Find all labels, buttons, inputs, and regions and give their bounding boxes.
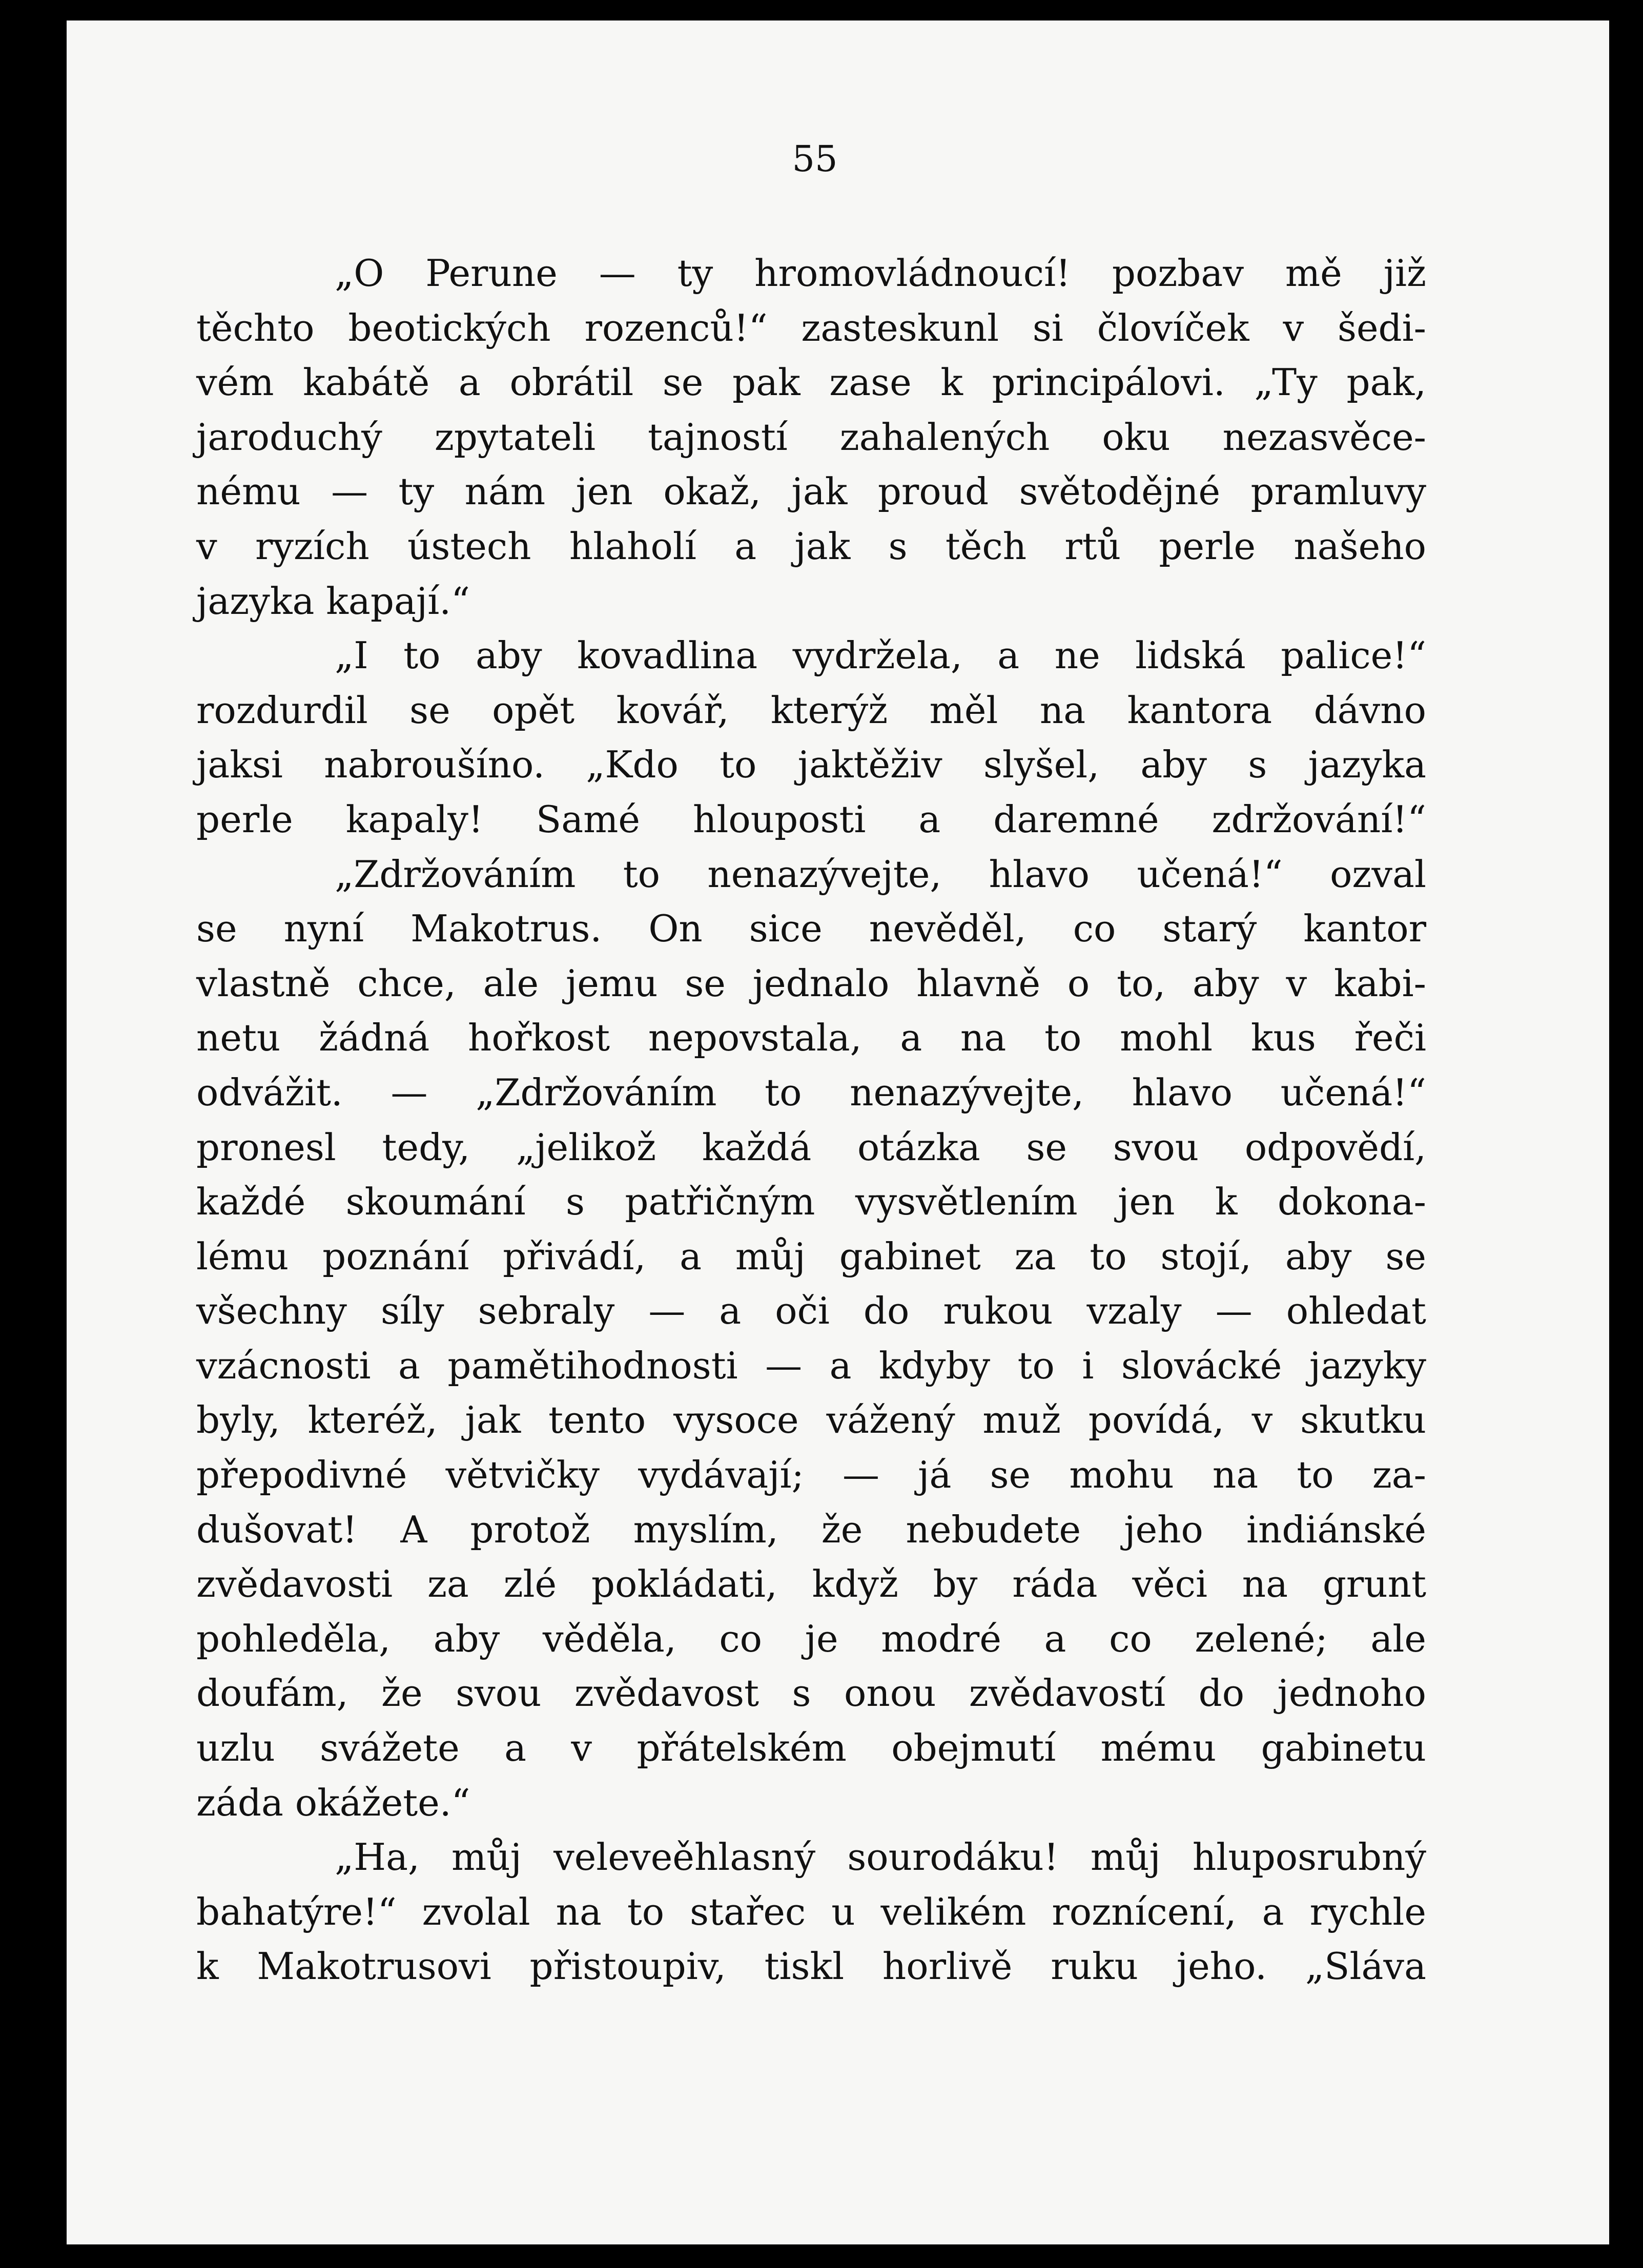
scan-border-bottom: [0, 2244, 1643, 2268]
page-number: 55: [792, 138, 838, 180]
text-line: pronesl tedy, „jelikož každá otázka se svou odpovědí,: [196, 1125, 1426, 1169]
text-line: přepodivné větvičky vydávají; — já se mohu na to za-: [196, 1453, 1426, 1497]
text-line: záda okážete.“: [196, 1781, 470, 1824]
text-line: rozdurdil se opět kovář, kterýž měl na kantora dávno: [196, 688, 1426, 732]
text-line: vzácnosti a pamětihodnosti — a kdyby to i slovácké jazyky: [196, 1344, 1426, 1387]
text-line: byly, kteréž, jak tento vysoce vážený muž povídá, v skutku: [196, 1398, 1426, 1442]
text-line: jaksi nabroušíno. „Kdo to jaktěživ slyšel, aby s jazyka: [196, 743, 1426, 787]
text-line: vlastně chce, ale jemu se jednalo hlavně o to, aby v kabi-: [196, 961, 1426, 1005]
text-line: v ryzích ústech hlaholí a jak s těch rtů perle našeho: [196, 524, 1426, 568]
text-line: doufám, že svou zvědavost s onou zvědavostí do jednoho: [196, 1672, 1426, 1715]
text-line: uzlu svážete a v přátelském obejmutí mému gabinetu: [196, 1726, 1426, 1770]
text-line: odvážit. — „Zdržováním to nenazývejte, hlavo učená!“: [196, 1070, 1426, 1114]
text-line: každé skoumání s patřičným vysvětlením jen k dokona-: [196, 1180, 1426, 1224]
text-line: „O Perune — ty hromovládnoucí! pozbav mě již: [335, 252, 1426, 295]
scan-border-right: [1609, 0, 1643, 2268]
text-line: pohleděla, aby věděla, co je modré a co zelené; ale: [196, 1617, 1426, 1660]
text-line: netu žádná hořkost nepovstala, a na to mohl kus řeči: [196, 1016, 1426, 1060]
text-line: nému — ty nám jen okaž, jak proud světodějné pramluvy: [196, 470, 1426, 513]
text-line: jaroduchý zpytateli tajností zahalených oku nezasvěce-: [196, 415, 1426, 459]
text-line: vém kabátě a obrátil se pak zase k principálovi. „Ty pak,: [196, 361, 1426, 404]
text-line: těchto beotických rozenců!“ zasteskunl si človíček v šedi-: [196, 306, 1426, 349]
text-line: bahatýre!“ zvolal na to stařec u velikém roznícení, a rychle: [196, 1890, 1426, 1933]
text-line: všechny síly sebraly — a oči do rukou vzaly — ohledat: [196, 1289, 1426, 1333]
text-line: dušovat! A protož myslím, že nebudete jeho indiánské: [196, 1508, 1426, 1551]
scan-border-top: [0, 0, 1643, 20]
text-line: perle kapaly! Samé hlouposti a daremné zdržování!“: [196, 797, 1426, 841]
text-line: „Ha, můj veleveěhlasný sourodáku! můj hluposrubný: [335, 1836, 1426, 1879]
scan-border-left: [0, 0, 67, 2268]
text-line: „I to aby kovadlina vydržela, a ne lidská palice!“: [335, 634, 1426, 677]
text-line: se nyní Makotrus. On sice nevěděl, co starý kantor: [196, 907, 1426, 951]
text-line: „Zdržováním to nenazývejte, hlavo učená!“ ozval: [335, 852, 1426, 896]
text-line: jazyka kapají.“: [196, 579, 470, 623]
body-text: [196, 246, 1426, 1994]
text-line: zvědavosti za zlé pokládati, když by ráda věci na grunt: [196, 1562, 1426, 1606]
text-line: lému poznání přivádí, a můj gabinet za to stojí, aby se: [196, 1234, 1426, 1278]
text-line: k Makotrusovi přistoupiv, tiskl horlivě ruku jeho. „Sláva: [196, 1945, 1426, 1988]
